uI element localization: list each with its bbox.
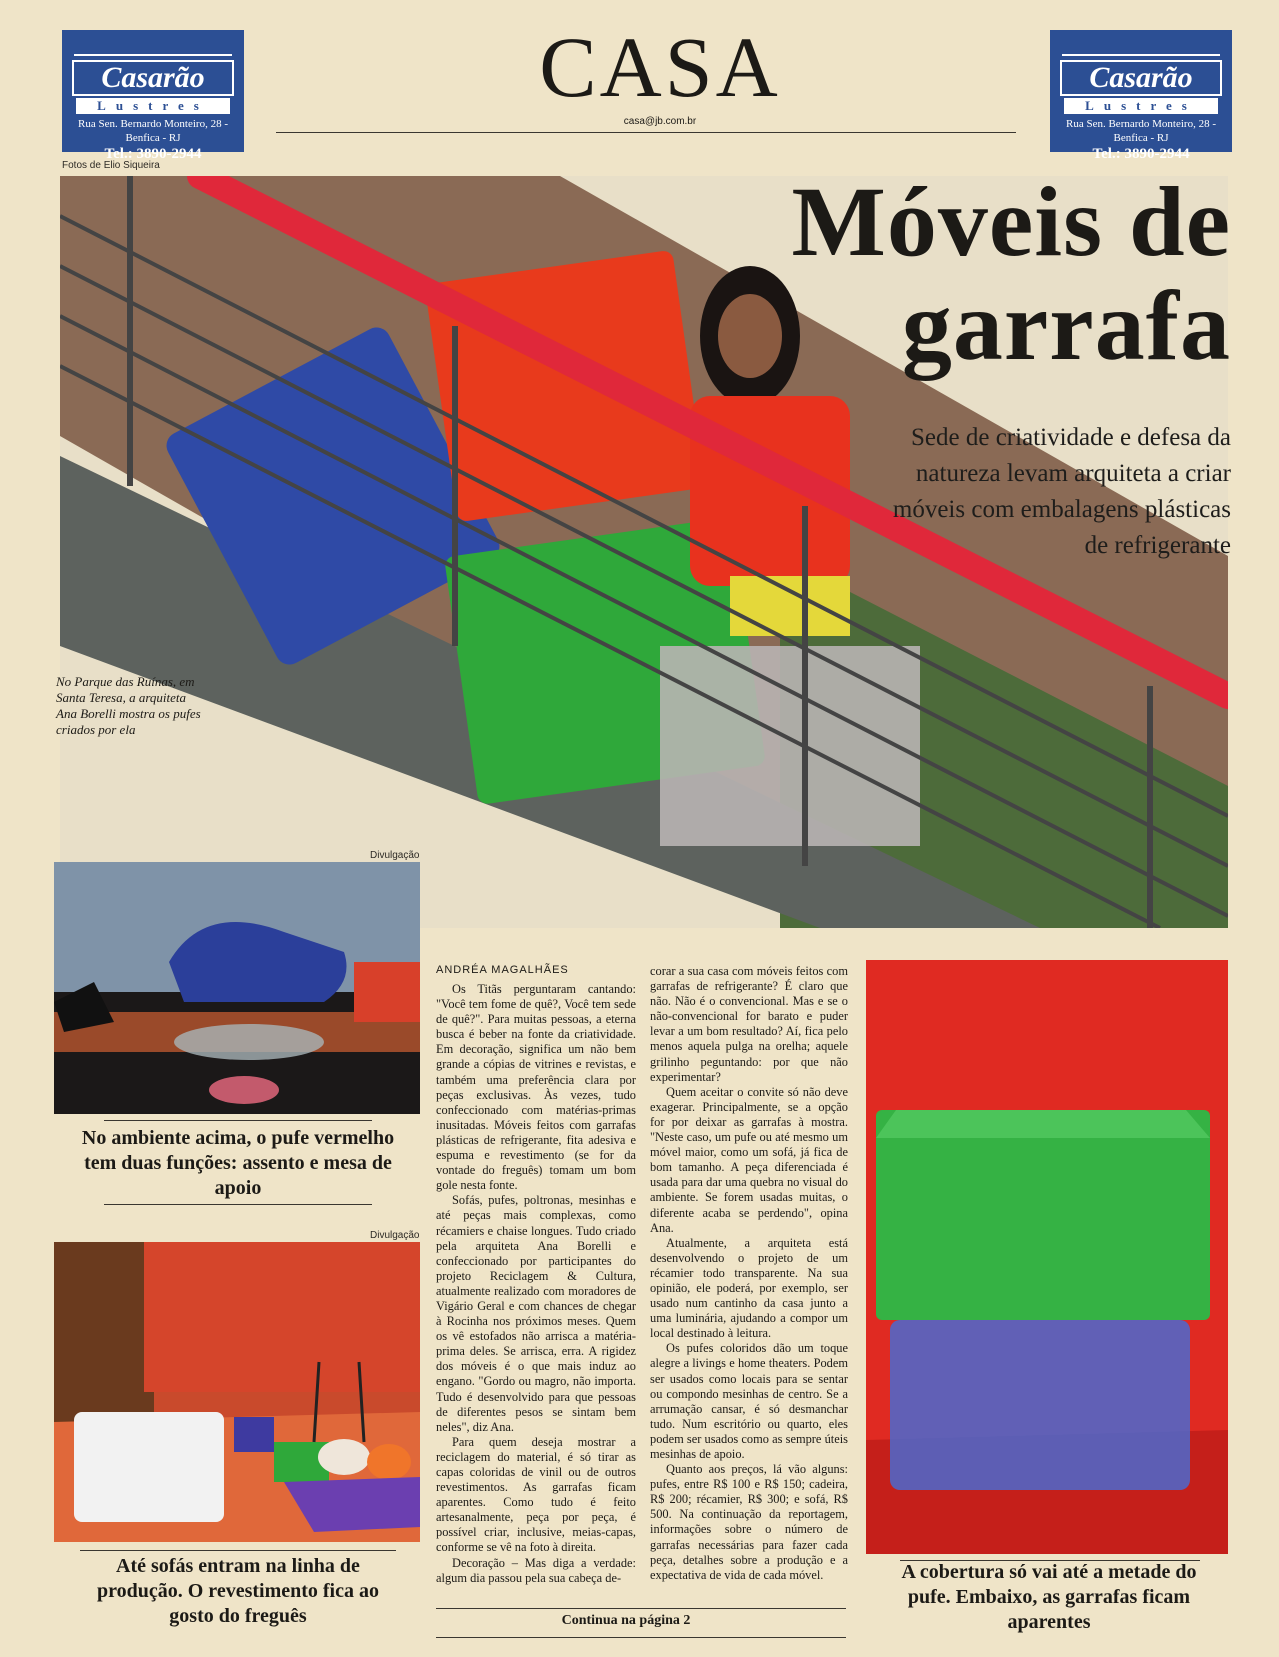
ad-roof-icon (74, 36, 232, 56)
red-pufe (354, 962, 420, 1022)
cover-top (876, 1110, 1210, 1138)
ad-phone: Tel.: 3890-2944 (104, 146, 202, 162)
col1-paragraph: Sofás, pufes, poltronas, mesinhas e até peças mais complexas, como récamiers e chaise longues. Tudo criado pela arquiteta Ana Borelli e confeccionado por participantes do projeto Reciclagem & Cultura, atualmente realizado com moradores de Vigário Geral e com chances de chegar à Rocinha nos próximos meses. Quem os vê estofados não arrisca a matéria-prima deles. Se arrisca, erra. A rigidez dos móveis é o que mais induz ao engano. "Gordo ou magro, não importa. Tudo é desenvolvido para que pessoas de diferentes pesos se sintam bem neles", diz Ana. (436, 1193, 636, 1434)
col2-paragraph: corar a sua casa com móveis feitos com garrafas de refrigerante? É claro que não. Não é o convencional. Mas e se o não-convencional for barato e puder levar a um bom resultado? Aí, fica pelo menos aquela pulga na orelha; aquele grilinho peguntando: por que não experimentar? (650, 964, 848, 1084)
headline-line1: Móveis de (791, 166, 1231, 277)
pufe-illustration (866, 960, 1228, 1554)
ad-roof-icon (1062, 36, 1220, 56)
main-photo-caption: No Parque das Ruínas, em Santa Teresa, a arquiteta Ana Borelli mostra os pufes criados por ela (56, 674, 201, 737)
bottle-pufe (660, 646, 920, 846)
section-title: CASA (539, 19, 781, 115)
continua[interactable]: Continua na página 2 (561, 1613, 691, 1628)
casarao-ad-left[interactable] (62, 30, 244, 162)
purple-pufe (234, 1417, 274, 1452)
ad-brand: Casarão (1060, 60, 1222, 96)
col1-paragraph: Para quem deseja mostrar a reciclagem do material, é só tirar as capas coloridas de vinil ou de outros revestimentos. As garrafas ficam aparentes. Como tudo é feito artesanalmente, peça por peça, é possível criar, inclusive, meias-capas, conforme se vê na foto à direita. (436, 1434, 636, 1555)
woman-skirt (730, 576, 850, 636)
ad-sub: Lustres (76, 98, 230, 114)
headline-line2: garrafa (901, 270, 1231, 381)
ad-sub: Lustres (1064, 98, 1218, 114)
continua-rule (436, 1637, 846, 1638)
green-cover (876, 1110, 1210, 1320)
deck: Sede de criatividade e defesa da natureza levam arquiteta a criar móveis com embalagens plásticas de refrigerante (892, 424, 1231, 559)
pufe-photo (866, 960, 1228, 1554)
ad-address: Rua Sen. Bernardo Monteiro, 28 - Benfica - RJ (1066, 118, 1216, 144)
woman-face (718, 294, 782, 378)
main-photo-credit: Fotos de Elio Siqueira (62, 160, 160, 171)
casarao-ad-right[interactable] (1050, 30, 1232, 162)
white-sofa (74, 1412, 224, 1522)
header-rule (276, 132, 1016, 133)
continua-rule (436, 1608, 846, 1609)
caption-rule (104, 1120, 372, 1121)
col2-paragraph: Atualmente, a arquiteta está desenvolvendo o projeto de um récamier todo transparente. Na sua opinião, ele poderá, por exemplo, ser usado num cantinho da casa junto a uma luminária, ajudando a compor um local destinado à leitura. (650, 1235, 848, 1341)
sofa-photo (54, 1242, 420, 1542)
col1-paragraph: Decoração – Mas diga a verdade: algum dia passou pela sua cabeça de- (436, 1555, 636, 1585)
red-pufe (425, 250, 706, 522)
red-wall (144, 1242, 420, 1392)
sofa-illustration (54, 1242, 420, 1542)
photo2-caption: Até sofás entram na linha de produção. O revestimento fica ao gosto do freguês (96, 1555, 379, 1627)
headline (791, 166, 1231, 381)
glass-table (174, 1024, 324, 1060)
section-email[interactable]: casa@jb.com.br (623, 116, 697, 127)
col2-paragraph: Quem aceitar o convite só não deve exagerar. Principalmente, se a opção for por deixar as garrafas à mostra. "Neste caso, um pufe ou até mesmo um móvel maior, como um sofá, já fica de bom tamanho. A peça diferenciada é usada para dar uma quebra no visual do ambiente. Se forem usadas muitas, o diferente acaba se perdendo", opina Ana. (650, 1084, 848, 1235)
col2-paragraph: Os pufes coloridos dão um toque alegre a livings e home theaters. Podem ser usados como locais para se sentar ou compondo mesinhas de centro. Se a arrumação cansar, é só desmanchar tudo. Num escritório ou quarto, eles podem ser usados como as sempre úteis mesinhas de apoio. (650, 1341, 848, 1461)
photo3-caption: A cobertura só vai até a metade do pufe. Embaixo, as garrafas ficam aparentes (901, 1561, 1197, 1633)
ad-phone: Tel.: 3890-2944 (1092, 146, 1190, 162)
article-col1 (436, 982, 636, 1586)
caption-rule (104, 1204, 372, 1205)
photo1-credit: Divulgação (370, 850, 420, 861)
bottle-base (890, 1320, 1190, 1490)
living-room-illustration (54, 862, 420, 1114)
white-cushion (318, 1439, 370, 1475)
bowl (209, 1076, 279, 1104)
col1-paragraph: Os Titãs perguntaram cantando: "Você tem fome de quê?, Você tem sede de quê?". Para muitas pessoas, a eterna busca é beber na fonte da criatividade. Em decoração, significa um não bem grande a cópias de vitrines e revistas, e também uma preferência clara por peças exclusivas. Às vezes, tudo confeccionado com matérias-primas inusitadas. Móveis feitos com garrafas plásticas de refrigerante, fita adesiva e espuma e revestimento (se for da vontade do freguês) tomam um bom gole nesta fonte. (436, 982, 636, 1193)
living-room-photo (54, 862, 420, 1114)
ad-address: Rua Sen. Bernardo Monteiro, 28 - Benfica - RJ (78, 118, 228, 144)
photo2-credit: Divulgação (370, 1230, 420, 1241)
ad-brand: Casarão (72, 60, 234, 96)
byline: ANDRÉA MAGALHÃES (436, 964, 569, 976)
caption-rule (80, 1550, 396, 1551)
article-col2 (650, 964, 848, 1583)
orange-cushion (367, 1444, 411, 1480)
photo1-caption: No ambiente acima, o pufe vermelho tem duas funções: assento e mesa de apoio (81, 1127, 395, 1199)
col2-paragraph: Quanto aos preços, lá vão alguns: pufes, entre R$ 100 e R$ 150; cadeira, R$ 200; récamier, R$ 300; e sofá, R$ 500. Na continuação da reportagem, informações sobre o número de garrafas necessárias para fazer cada peça, detalhes sobre a produção e a expectativa de vida de cada móvel. (650, 1462, 848, 1582)
